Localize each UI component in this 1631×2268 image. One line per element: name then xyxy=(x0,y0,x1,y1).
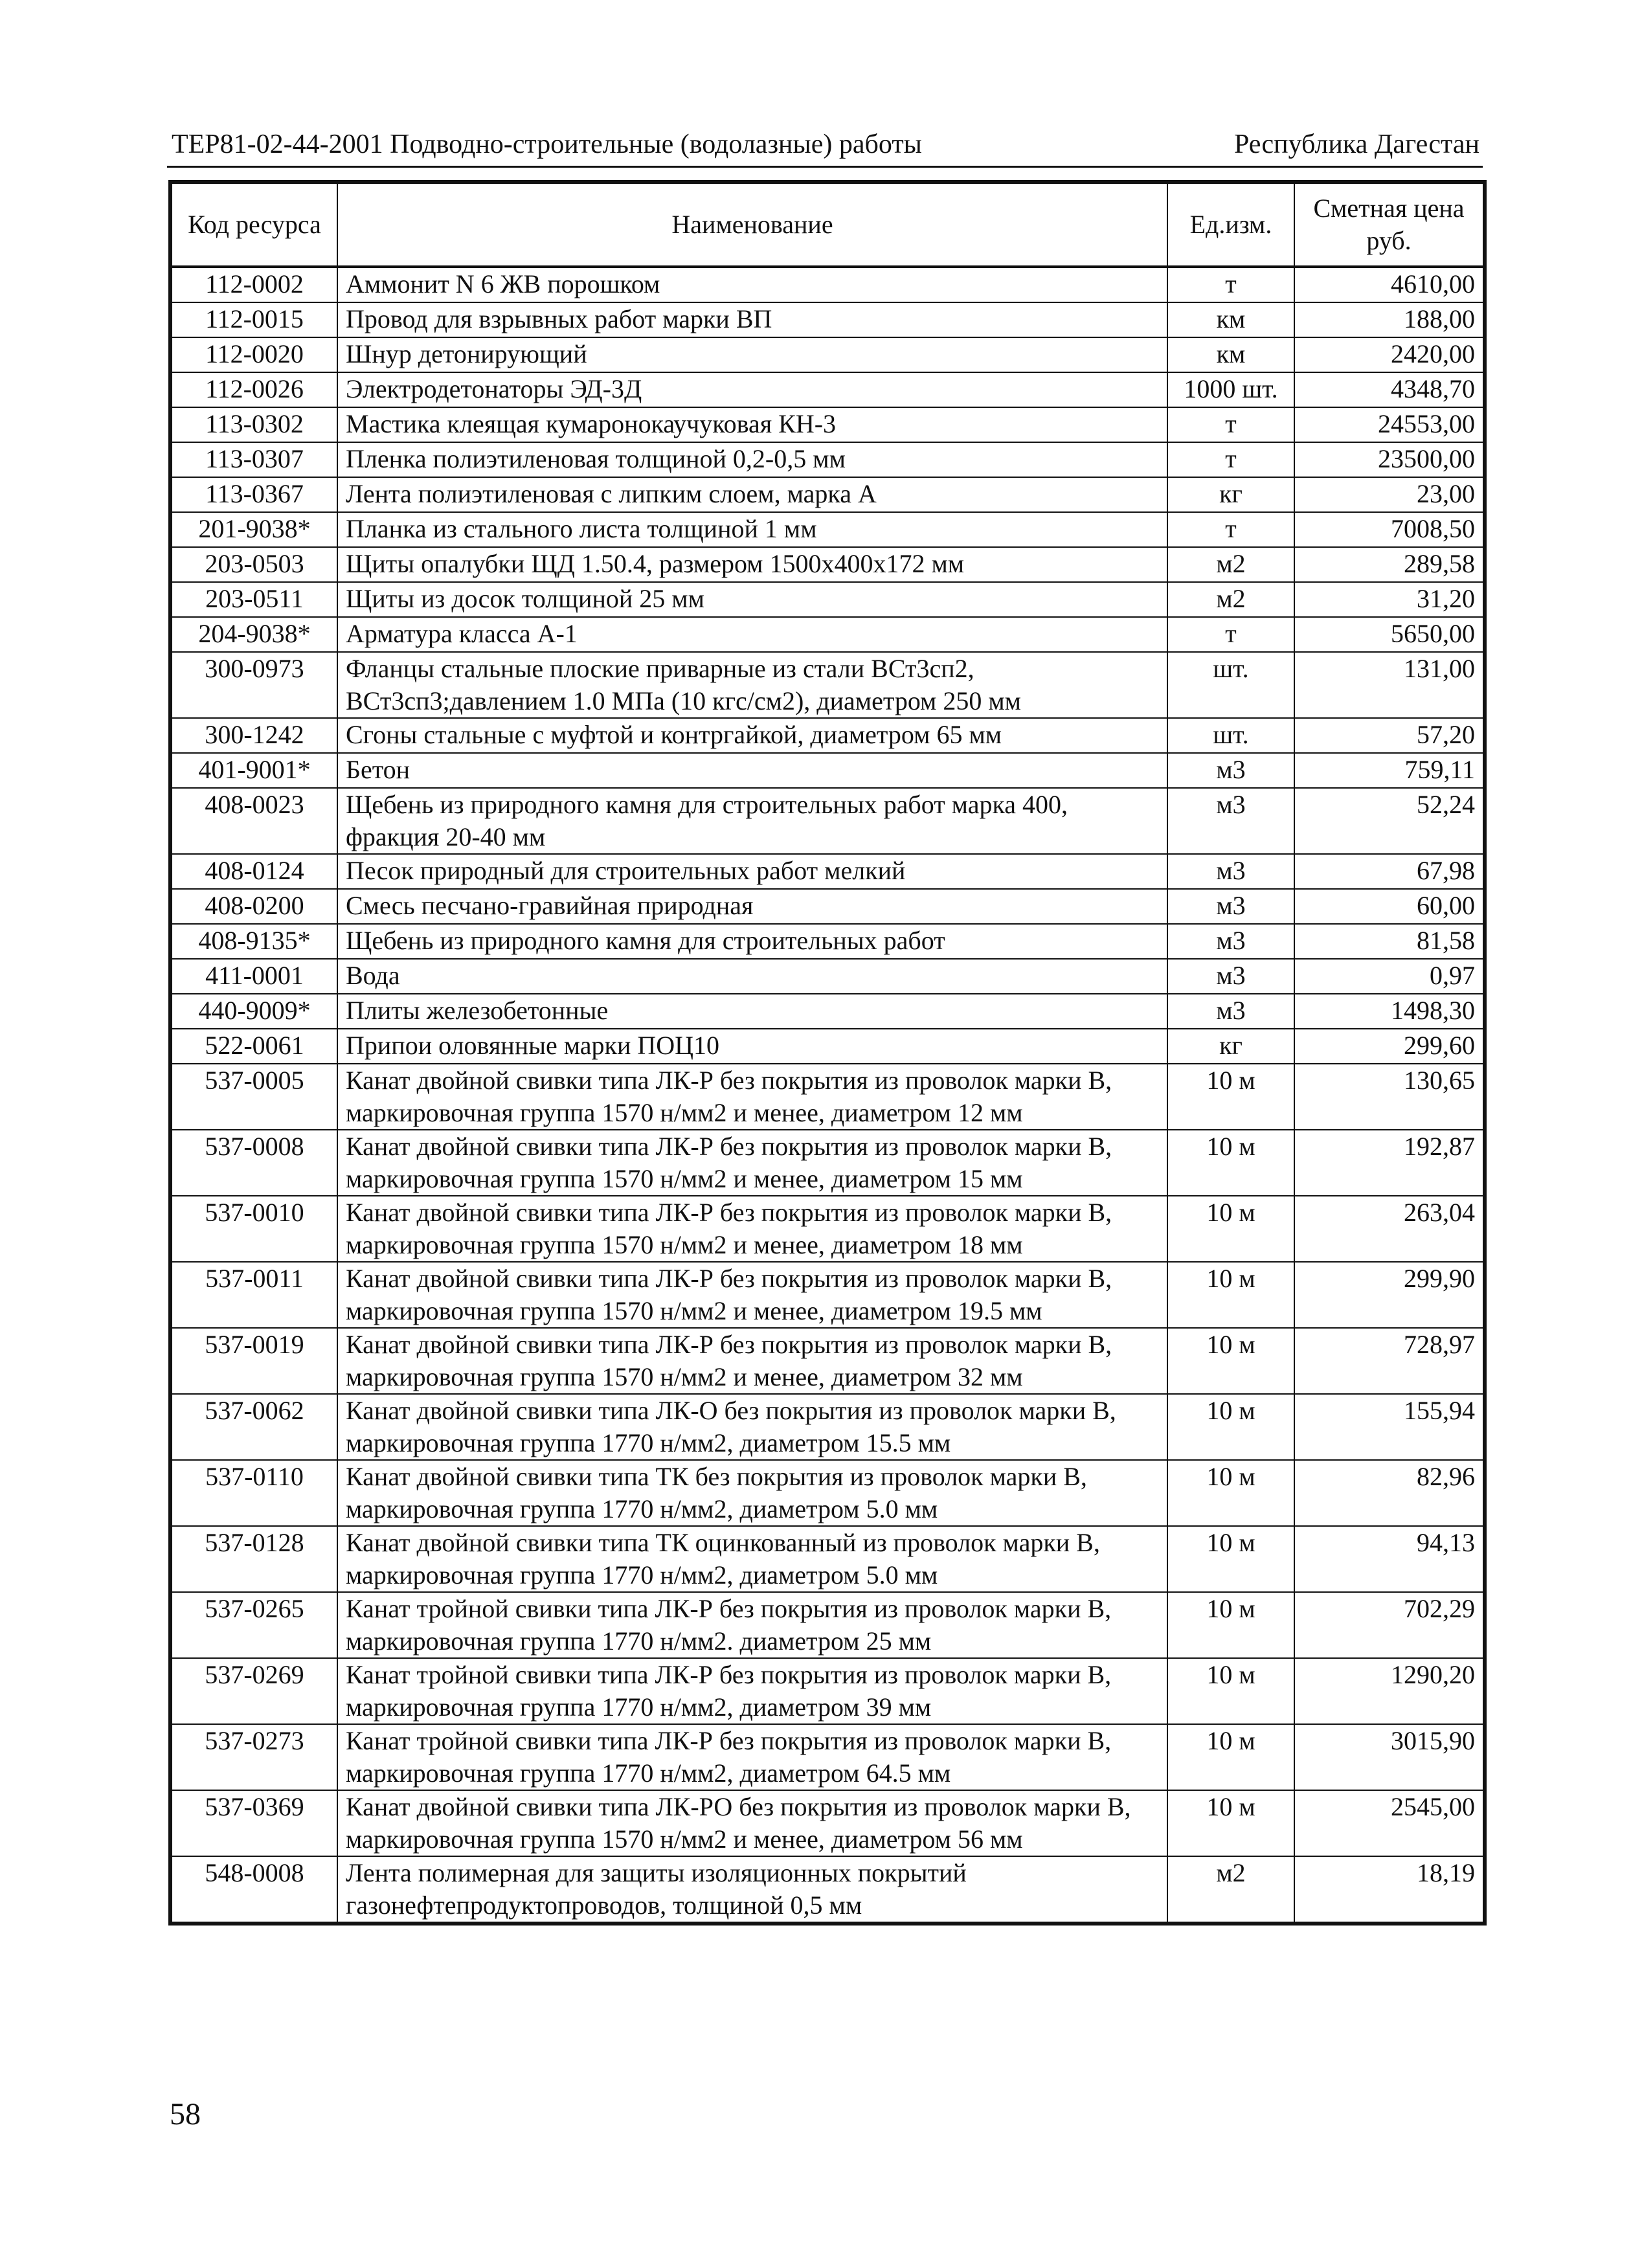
table-row xyxy=(170,1064,1485,1130)
resource-code-cell: 537-0005 xyxy=(170,1064,337,1130)
resource-code-cell: 537-0110 xyxy=(170,1460,337,1526)
unit-cell: 10 м xyxy=(1167,1526,1294,1592)
unit-cell: м2 xyxy=(1167,547,1294,582)
table-row xyxy=(170,372,1485,407)
price-cell: 263,04 xyxy=(1294,1196,1485,1262)
resource-code-cell: 112-0002 xyxy=(170,267,337,302)
table-row xyxy=(170,788,1485,854)
price-cell: 728,97 xyxy=(1294,1328,1485,1394)
unit-cell: 10 м xyxy=(1167,1130,1294,1196)
resource-code-cell: 408-9135* xyxy=(170,924,337,959)
unit-cell: м3 xyxy=(1167,924,1294,959)
resource-name-cell: Канат двойной свивки типа ЛК-Р без покрытия из проволок марки В, маркировочная группа 1570 н/мм2 и менее, диаметром 19.5 мм xyxy=(337,1262,1167,1328)
price-cell: 67,98 xyxy=(1294,854,1485,889)
unit-cell: 1000 шт. xyxy=(1167,372,1294,407)
resource-name-cell: Планка из стального листа толщиной 1 мм xyxy=(337,512,1167,547)
table-row xyxy=(170,547,1485,582)
unit-cell: м3 xyxy=(1167,753,1294,788)
resource-name-cell: Канат двойной свивки типа ТК оцинкованный из проволок марки В, маркировочная группа 1770 н/мм2, диаметром 5.0 мм xyxy=(337,1526,1167,1592)
resource-code-cell: 537-0019 xyxy=(170,1328,337,1394)
resource-code-cell: 411-0001 xyxy=(170,959,337,994)
table-row xyxy=(170,1394,1485,1460)
table-row xyxy=(170,1592,1485,1658)
resource-name-cell: Аммонит N 6 ЖВ порошком xyxy=(337,267,1167,302)
column-header-price: Сметная цена руб. xyxy=(1294,182,1485,267)
resource-code-cell: 537-0265 xyxy=(170,1592,337,1658)
price-cell: 60,00 xyxy=(1294,889,1485,924)
resource-name-cell: Лента полиэтиленовая с липким слоем, марка А xyxy=(337,477,1167,512)
table-row xyxy=(170,582,1485,617)
unit-cell: 10 м xyxy=(1167,1460,1294,1526)
resource-code-cell: 113-0302 xyxy=(170,407,337,442)
unit-cell: кг xyxy=(1167,1029,1294,1064)
table-row xyxy=(170,407,1485,442)
resource-name-cell: Лента полимерная для защиты изоляционных покрытий газонефтепродуктопроводов, толщиной 0,5 мм xyxy=(337,1856,1167,1924)
unit-cell: кг xyxy=(1167,477,1294,512)
price-cell: 57,20 xyxy=(1294,718,1485,753)
price-cell: 23500,00 xyxy=(1294,442,1485,477)
document-title: ТЕР81-02-44-2001 Подводно-строительные (водолазные) работы xyxy=(172,129,922,159)
resource-code-cell: 537-0011 xyxy=(170,1262,337,1328)
resource-table-container xyxy=(168,180,1483,1926)
table-row xyxy=(170,1658,1485,1724)
resource-code-cell: 408-0200 xyxy=(170,889,337,924)
resource-name-cell: Бетон xyxy=(337,753,1167,788)
unit-cell: 10 м xyxy=(1167,1328,1294,1394)
column-header-unit: Ед.изм. xyxy=(1167,182,1294,267)
table-row xyxy=(170,854,1485,889)
resource-code-cell: 408-0023 xyxy=(170,788,337,854)
table-row xyxy=(170,718,1485,753)
price-cell: 2545,00 xyxy=(1294,1790,1485,1856)
resource-name-cell: Фланцы стальные плоские приварные из стали ВСт3сп2, ВСт3сп3;давлением 1.0 МПа (10 кгс/см2), диаметром 250 мм xyxy=(337,652,1167,718)
price-cell: 0,97 xyxy=(1294,959,1485,994)
unit-cell: м3 xyxy=(1167,959,1294,994)
resource-code-cell: 300-1242 xyxy=(170,718,337,753)
resource-name-cell: Щиты опалубки ЩД 1.50.4, размером 1500х400х172 мм xyxy=(337,547,1167,582)
resource-code-cell: 204-9038* xyxy=(170,617,337,652)
table-row xyxy=(170,1262,1485,1328)
unit-cell: 10 м xyxy=(1167,1064,1294,1130)
resource-name-cell: Канат двойной свивки типа ЛК-РО без покрытия из проволок марки В, маркировочная группа 1570 н/мм2 и менее, диаметром 56 мм xyxy=(337,1790,1167,1856)
resource-name-cell: Канат тройной свивки типа ЛК-Р без покрытия из проволок марки В, маркировочная группа 1770 н/мм2, диаметром 64.5 мм xyxy=(337,1724,1167,1790)
price-cell: 130,65 xyxy=(1294,1064,1485,1130)
resource-code-cell: 113-0367 xyxy=(170,477,337,512)
table-row xyxy=(170,1328,1485,1394)
table-row xyxy=(170,442,1485,477)
price-cell: 4610,00 xyxy=(1294,267,1485,302)
price-cell: 299,90 xyxy=(1294,1262,1485,1328)
resource-name-cell: Электродетонаторы ЭД-3Д xyxy=(337,372,1167,407)
resource-name-cell: Канат двойной свивки типа ЛК-Р без покрытия из проволок марки В, маркировочная группа 1570 н/мм2 и менее, диаметром 32 мм xyxy=(337,1328,1167,1394)
resource-name-cell: Канат тройной свивки типа ЛК-Р без покрытия из проволок марки В, маркировочная группа 1770 н/мм2. диаметром 25 мм xyxy=(337,1592,1167,1658)
price-cell: 155,94 xyxy=(1294,1394,1485,1460)
resource-code-cell: 537-0008 xyxy=(170,1130,337,1196)
price-cell: 702,29 xyxy=(1294,1592,1485,1658)
unit-cell: м2 xyxy=(1167,582,1294,617)
resource-name-cell: Шнур детонирующий xyxy=(337,337,1167,372)
table-row xyxy=(170,337,1485,372)
resource-code-cell: 537-0369 xyxy=(170,1790,337,1856)
resource-price-table xyxy=(168,180,1487,1926)
price-cell: 24553,00 xyxy=(1294,407,1485,442)
resource-name-cell: Смесь песчано-гравийная природная xyxy=(337,889,1167,924)
unit-cell: т xyxy=(1167,617,1294,652)
unit-cell: м3 xyxy=(1167,889,1294,924)
table-row xyxy=(170,652,1485,718)
resource-name-cell: Щебень из природного камня для строительных работ xyxy=(337,924,1167,959)
table-row xyxy=(170,1130,1485,1196)
unit-cell: м2 xyxy=(1167,1856,1294,1924)
unit-cell: км xyxy=(1167,337,1294,372)
resource-name-cell: Пленка полиэтиленовая толщиной 0,2-0,5 мм xyxy=(337,442,1167,477)
unit-cell: км xyxy=(1167,302,1294,337)
resource-name-cell: Канат двойной свивки типа ЛК-Р без покрытия из проволок марки В, маркировочная группа 1570 н/мм2 и менее, диаметром 12 мм xyxy=(337,1064,1167,1130)
unit-cell: м3 xyxy=(1167,994,1294,1029)
resource-name-cell: Канат двойной свивки типа ЛК-Р без покрытия из проволок марки В, маркировочная группа 1570 н/мм2 и менее, диаметром 18 мм xyxy=(337,1196,1167,1262)
price-cell: 82,96 xyxy=(1294,1460,1485,1526)
page-number: 58 xyxy=(170,2097,201,2131)
resource-code-cell: 537-0273 xyxy=(170,1724,337,1790)
price-cell: 4348,70 xyxy=(1294,372,1485,407)
price-cell: 2420,00 xyxy=(1294,337,1485,372)
resource-name-cell: Канат двойной свивки типа ТК без покрытия из проволок марки В, маркировочная группа 1770 н/мм2, диаметром 5.0 мм xyxy=(337,1460,1167,1526)
price-cell: 81,58 xyxy=(1294,924,1485,959)
price-cell: 289,58 xyxy=(1294,547,1485,582)
unit-cell: 10 м xyxy=(1167,1196,1294,1262)
resource-name-cell: Вода xyxy=(337,959,1167,994)
price-cell: 192,87 xyxy=(1294,1130,1485,1196)
unit-cell: 10 м xyxy=(1167,1592,1294,1658)
unit-cell: 10 м xyxy=(1167,1724,1294,1790)
resource-code-cell: 113-0307 xyxy=(170,442,337,477)
resource-code-cell: 537-0010 xyxy=(170,1196,337,1262)
unit-cell: 10 м xyxy=(1167,1790,1294,1856)
table-row xyxy=(170,477,1485,512)
price-cell: 1290,20 xyxy=(1294,1658,1485,1724)
table-header-row xyxy=(170,182,1485,267)
header-divider xyxy=(167,166,1483,168)
price-cell: 52,24 xyxy=(1294,788,1485,854)
price-cell: 31,20 xyxy=(1294,582,1485,617)
unit-cell: 10 м xyxy=(1167,1658,1294,1724)
resource-name-cell: Провод для взрывных работ марки ВП xyxy=(337,302,1167,337)
resource-code-cell: 401-9001* xyxy=(170,753,337,788)
table-row xyxy=(170,512,1485,547)
table-row xyxy=(170,1526,1485,1592)
resource-code-cell: 300-0973 xyxy=(170,652,337,718)
resource-name-cell: Песок природный для строительных работ мелкий xyxy=(337,854,1167,889)
resource-code-cell: 548-0008 xyxy=(170,1856,337,1924)
table-row xyxy=(170,302,1485,337)
table-body xyxy=(170,267,1485,1924)
table-row xyxy=(170,267,1485,302)
resource-code-cell: 112-0020 xyxy=(170,337,337,372)
resource-code-cell: 203-0511 xyxy=(170,582,337,617)
table-row xyxy=(170,1790,1485,1856)
unit-cell: т xyxy=(1167,442,1294,477)
resource-code-cell: 537-0269 xyxy=(170,1658,337,1724)
table-row xyxy=(170,1460,1485,1526)
price-cell: 7008,50 xyxy=(1294,512,1485,547)
table-row xyxy=(170,1724,1485,1790)
resource-name-cell: Щебень из природного камня для строительных работ марка 400, фракция 20-40 мм xyxy=(337,788,1167,854)
unit-cell: 10 м xyxy=(1167,1262,1294,1328)
unit-cell: 10 м xyxy=(1167,1394,1294,1460)
price-cell: 94,13 xyxy=(1294,1526,1485,1592)
resource-name-cell: Припои оловянные марки ПОЦ10 xyxy=(337,1029,1167,1064)
resource-name-cell: Плиты железобетонные xyxy=(337,994,1167,1029)
price-cell: 188,00 xyxy=(1294,302,1485,337)
unit-cell: т xyxy=(1167,512,1294,547)
price-cell: 3015,90 xyxy=(1294,1724,1485,1790)
table-row xyxy=(170,753,1485,788)
resource-name-cell: Канат двойной свивки типа ЛК-Р без покрытия из проволок марки В, маркировочная группа 1570 н/мм2 и менее, диаметром 15 мм xyxy=(337,1130,1167,1196)
column-header-name: Наименование xyxy=(337,182,1167,267)
resource-name-cell: Арматура класса А-1 xyxy=(337,617,1167,652)
resource-name-cell: Щиты из досок толщиной 25 мм xyxy=(337,582,1167,617)
price-cell: 5650,00 xyxy=(1294,617,1485,652)
resource-code-cell: 112-0026 xyxy=(170,372,337,407)
resource-code-cell: 408-0124 xyxy=(170,854,337,889)
price-cell: 131,00 xyxy=(1294,652,1485,718)
table-row xyxy=(170,889,1485,924)
resource-name-cell: Мастика клеящая кумаронокаучуковая КН-3 xyxy=(337,407,1167,442)
resource-code-cell: 201-9038* xyxy=(170,512,337,547)
unit-cell: т xyxy=(1167,407,1294,442)
table-row xyxy=(170,1196,1485,1262)
table-row xyxy=(170,924,1485,959)
table-row xyxy=(170,1029,1485,1064)
price-cell: 299,60 xyxy=(1294,1029,1485,1064)
table-row xyxy=(170,1856,1485,1924)
unit-cell: м3 xyxy=(1167,788,1294,854)
price-cell: 759,11 xyxy=(1294,753,1485,788)
resource-code-cell: 522-0061 xyxy=(170,1029,337,1064)
resource-code-cell: 440-9009* xyxy=(170,994,337,1029)
resource-code-cell: 203-0503 xyxy=(170,547,337,582)
resource-name-cell: Сгоны стальные с муфтой и контргайкой, диаметром 65 мм xyxy=(337,718,1167,753)
table-row xyxy=(170,959,1485,994)
resource-code-cell: 537-0062 xyxy=(170,1394,337,1460)
price-cell: 18,19 xyxy=(1294,1856,1485,1924)
price-cell: 23,00 xyxy=(1294,477,1485,512)
unit-cell: м3 xyxy=(1167,854,1294,889)
resource-name-cell: Канат тройной свивки типа ЛК-Р без покрытия из проволок марки В, маркировочная группа 1770 н/мм2, диаметром 39 мм xyxy=(337,1658,1167,1724)
region-name: Республика Дагестан xyxy=(1233,129,1479,159)
unit-cell: шт. xyxy=(1167,652,1294,718)
unit-cell: шт. xyxy=(1167,718,1294,753)
resource-code-cell: 112-0015 xyxy=(170,302,337,337)
resource-code-cell: 537-0128 xyxy=(170,1526,337,1592)
table-row xyxy=(170,994,1485,1029)
column-header-code: Код ресурса xyxy=(170,182,337,267)
table-row xyxy=(170,617,1485,652)
price-cell: 1498,30 xyxy=(1294,994,1485,1029)
resource-name-cell: Канат двойной свивки типа ЛК-О без покрытия из проволок марки В, маркировочная группа 1770 н/мм2, диаметром 15.5 мм xyxy=(337,1394,1167,1460)
unit-cell: т xyxy=(1167,267,1294,302)
